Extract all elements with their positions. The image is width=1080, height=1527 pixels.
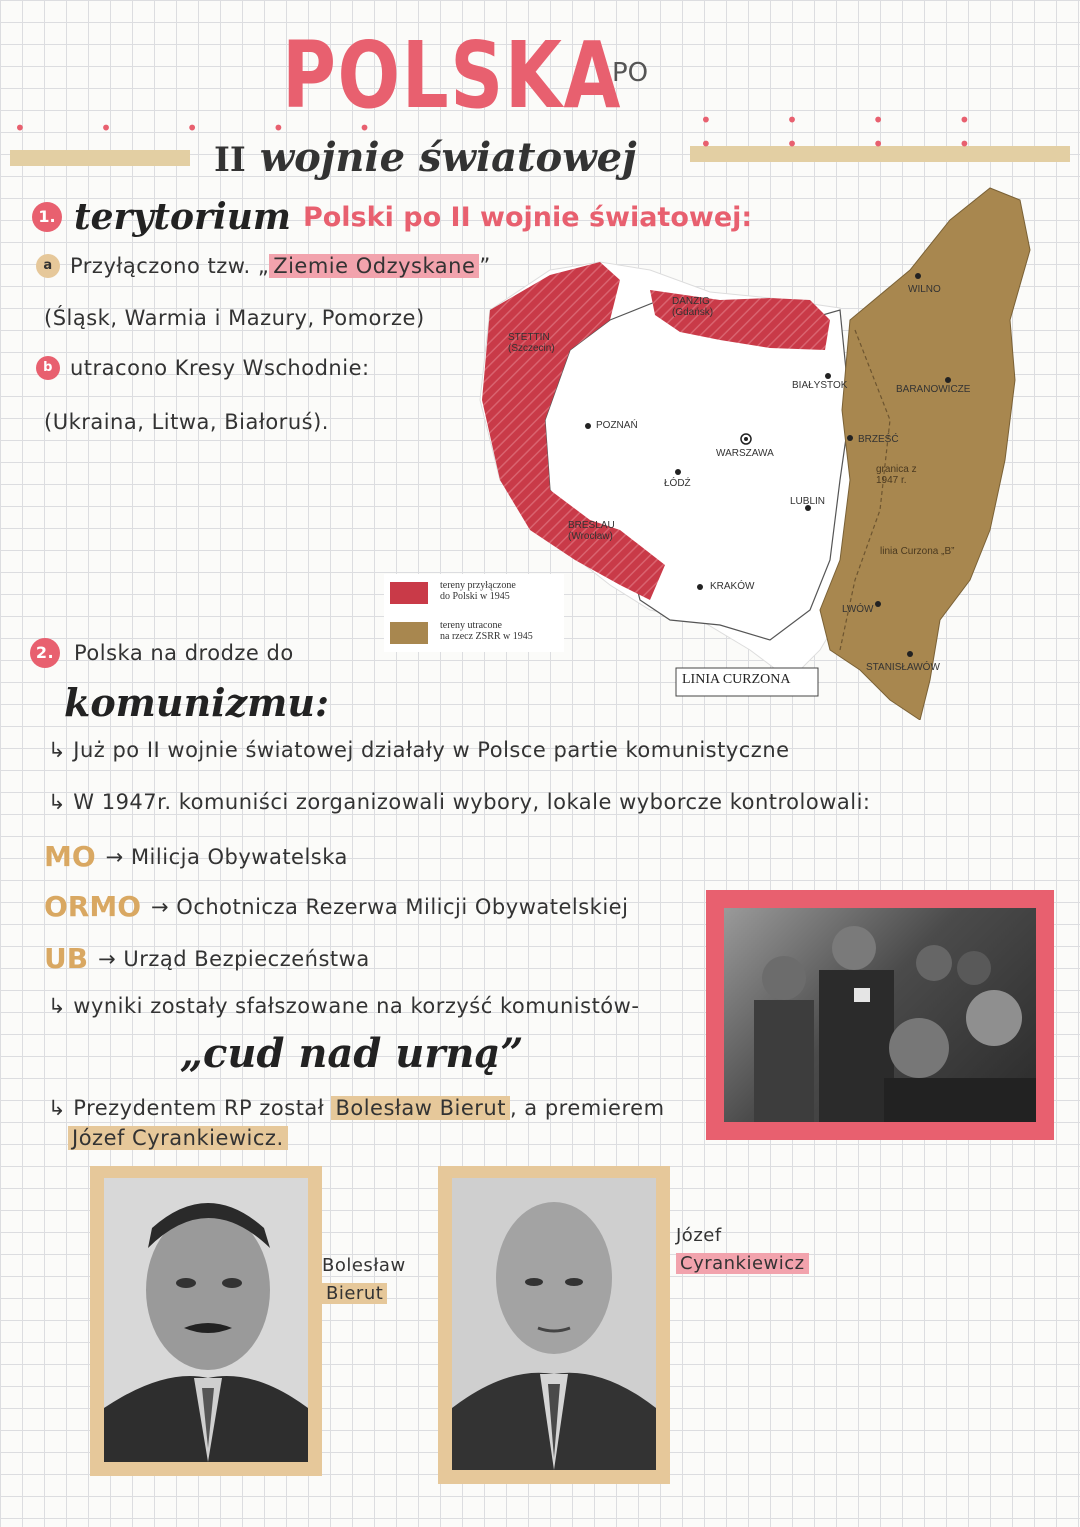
cud-nad-urna-quote: „cud nad urną” — [180, 1030, 524, 1077]
org-ormo — [44, 890, 628, 923]
section2-line2: ↳ W 1947r. komuniści zorganizowali wybory, lokale wyborcze kontrolowali: — [48, 790, 871, 814]
org-mo — [44, 840, 348, 873]
map-label-baranowicze: BARANOWICZE — [896, 384, 971, 395]
title-po: PO — [612, 58, 649, 88]
org-ub — [44, 942, 370, 975]
section2-line1: ↳ Już po II wojnie światowej działały w Polsce partie komunistyczne — [48, 738, 790, 762]
map-label-poznan: POZNAŃ — [596, 420, 638, 431]
section2-line4: ↳ Prezydentem RP został Bolesław Bierut , a premierem — [48, 1096, 665, 1120]
map-label-danzig: DANZIG (Gdańsk) — [672, 296, 714, 318]
bierut-first-name: Bolesław — [322, 1255, 406, 1276]
subtitle-numeral: II — [214, 140, 246, 180]
item-a — [36, 254, 491, 278]
org-ormo-full: → Ochotnicza Rezerwa Milicji Obywatelskiej — [151, 894, 629, 919]
item-b-text: utracono Kresy Wschodnie: — [70, 356, 370, 380]
cyrankiewicz-first-name: Józef — [676, 1225, 722, 1246]
org-ub-full: → Urząd Bezpieczeństwa — [98, 946, 370, 971]
cyrankiewicz-portrait — [452, 1178, 656, 1470]
map-legend — [384, 574, 564, 652]
item-a-marker: a — [36, 254, 60, 278]
map-curzon-label: LINIA CURZONA — [682, 672, 791, 687]
section2-line5 — [68, 1126, 288, 1150]
map-border-note: granica z 1947 r. — [876, 464, 917, 486]
subtitle — [214, 134, 637, 181]
item-b-marker: b — [36, 356, 60, 380]
cyrankiewicz-highlight: Józef Cyrankiewicz. — [68, 1126, 288, 1150]
section2-heading-script: komunizmu: — [64, 680, 330, 725]
bierut-portrait-frame — [90, 1166, 322, 1476]
section1-heading-script: terytorium — [74, 196, 291, 238]
bierut-caption — [322, 1252, 406, 1308]
map-label-lublin: LUBLIN — [790, 496, 826, 507]
pink-dots-left: • • • • • — [14, 116, 405, 140]
map-label-warszawa: WARSZAWA — [716, 448, 774, 459]
section2-line3: ↳ wyniki zostały sfałszowane na korzyść komunistów- — [48, 994, 640, 1018]
map-label-wilno: WILNO — [908, 284, 941, 295]
legend-swatch-lost — [390, 622, 428, 644]
org-ub-abbr: UB — [44, 942, 89, 975]
bierut-figure — [104, 1178, 308, 1462]
legend-lost: tereny utracone na rzecz ZSRR w 1945 — [440, 620, 533, 642]
page-title: POLSKA — [282, 22, 623, 129]
bierut-last-name: Bierut — [322, 1283, 387, 1304]
map-label-breslau: BRESLAU (Wrocław) — [568, 520, 615, 542]
lost-territory-east — [820, 188, 1030, 720]
map-curzon-b: linia Curzona „B” — [880, 546, 955, 557]
subtitle-text: wojnie światowej — [259, 134, 637, 181]
legend-swatch-gained — [390, 582, 428, 604]
map-label-bialystok: BIAŁYSTOK — [792, 380, 848, 391]
election-scene — [724, 908, 1036, 1122]
cyrankiewicz-last-name: Cyrankiewicz — [676, 1253, 809, 1274]
org-ormo-abbr: ORMO — [44, 890, 142, 923]
item-b — [36, 356, 370, 380]
cyrankiewicz-figure — [452, 1178, 656, 1470]
election-photo-frame — [706, 890, 1054, 1140]
pink-dots-right: • • • • • • • • — [700, 108, 1005, 156]
bierut-highlight: Bolesław Bierut — [331, 1096, 509, 1120]
cyrankiewicz-portrait-frame — [438, 1166, 670, 1484]
ziemie-odzyskane-highlight: Ziemie Odzyskane — [269, 254, 479, 278]
section2-number: 2. — [30, 638, 60, 668]
map-label-krakow: KRAKÓW — [710, 581, 755, 592]
item-a-text: Przyłączono tzw. „ Ziemie Odzyskane ” — [70, 254, 491, 278]
org-mo-full: → Milicja Obywatelska — [105, 844, 348, 869]
legend-gained: tereny przyłączone do Polski w 1945 — [440, 580, 516, 602]
bierut-portrait — [104, 1178, 308, 1462]
section1-number: 1. — [32, 202, 62, 232]
map-label-lwow: LWÓW — [842, 604, 874, 615]
section1-heading-pink: Polski po II wojnie światowej: — [302, 201, 753, 233]
tan-band-left — [10, 150, 190, 166]
map-label-lodz: ŁÓDŹ — [664, 478, 691, 489]
map-label-stettin: STETTIN (Szczecin) — [508, 332, 555, 354]
section2-heading-text: Polska na drodze do — [74, 641, 294, 665]
item-b-detail: (Ukraina, Litwa, Białoruś). — [44, 410, 329, 434]
section2-heading — [30, 638, 294, 668]
org-mo-abbr: MO — [44, 840, 96, 873]
cyrankiewicz-caption — [676, 1222, 809, 1278]
item-a-detail: (Śląsk, Warmia i Mazury, Pomorze) — [44, 306, 425, 330]
election-photo — [724, 908, 1036, 1122]
map-label-stanislawow: STANISŁAWÓW — [866, 662, 940, 673]
map-label-brzesc: BRZEŚĆ — [858, 434, 899, 445]
